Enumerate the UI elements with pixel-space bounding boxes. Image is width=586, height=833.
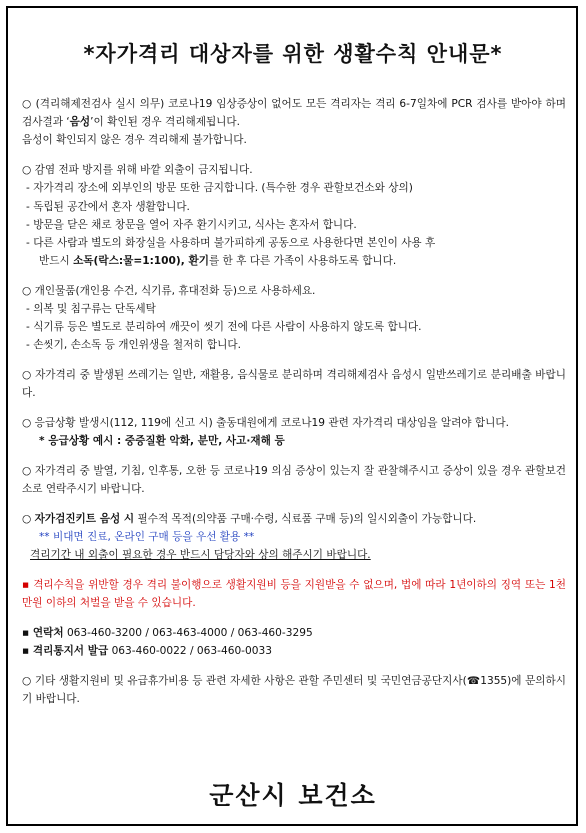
bullet-item: - 손씻기, 손소독 등 개인위생을 철저히 합니다. [26, 339, 241, 352]
text-part: ’이 확인된 경우 격리해제됩니다. [90, 116, 241, 129]
text-part: ○ (격리해제전검사 실시 의무) 코로나19 임상증상이 없어도 모든 격리자는 격리 6-7일차에 PCR 검사를 받아야 하며 검사결과 ‘ [22, 98, 566, 129]
section-no-outing [22, 161, 566, 270]
section-waste [22, 366, 566, 402]
section-personal-items [22, 282, 566, 355]
section-heading: ○ 응급상황 발생시(112, 119에 신고 시) 출동대원에게 코로나19 관련 자가격리 대상임을 알려야 합니다. [22, 417, 509, 430]
notice-title: *자가격리 대상자를 위한 생활수칙 안내문* [83, 42, 503, 66]
text-part: 필수적 목적(의약품 구매·수령, 식료품 구매 등)의 일시외출이 가능합니다. [134, 512, 477, 525]
bullet-item-continued [22, 252, 566, 270]
blue-note: ** 비대면 진료, 온라인 구매 등을 우선 활용 ** [39, 531, 255, 544]
section-other [22, 672, 566, 708]
section-emergency [22, 414, 566, 450]
bullet-item: - 독립된 공간에서 혼자 생활합니다. [26, 200, 190, 213]
contact-label: ▪ 격리통지서 발급 [22, 645, 109, 658]
bullet-item: - 방문을 닫은 채로 창문을 열어 자주 환기시키고, 식사는 혼자서 합니다. [26, 218, 357, 231]
section-release-test [22, 95, 566, 150]
bold-text: 음성 [69, 116, 91, 129]
contact-value: 063-460-3200 / 063-463-4000 / 063-460-3295 [63, 626, 313, 639]
contact-line [22, 624, 566, 642]
section-text: ○ 자가격리 중 발열, 기침, 인후통, 오한 등 코로나19 의심 증상이 있는지 잘 관찰해주시고 증상이 있을 경우 관할보건소로 연락주시기 바랍니다. [22, 464, 566, 496]
section-text: ○ 자가격리 중 발생된 쓰레기는 일반, 재활용, 음식물로 분리하며 격리해제검사 음성시 일반쓰레기로 분리배출 바랍니다. [22, 369, 566, 400]
section-symptoms [22, 462, 566, 498]
section-text [22, 95, 566, 131]
text-part: ○ [22, 512, 35, 525]
notice-content [22, 95, 566, 720]
contact-line [22, 642, 566, 660]
bold-text: 자가검진키트 음성 시 [34, 512, 135, 525]
contact-label: ▪ 연락처 [22, 626, 64, 639]
section-line: 음성이 확인되지 않은 경우 격리해제 불가합니다. [22, 134, 247, 147]
contact-value: 063-460-0022 / 063-460-0033 [108, 645, 272, 658]
section-heading [22, 510, 566, 528]
emergency-example: * 응급상황 예시 : 중증질환 악화, 분만, 사고·재해 등 [39, 435, 285, 448]
section-text: ○ 기타 생활지원비 및 유급휴가비용 등 관련 자세한 사항은 관할 주민센터 및 국민연금공단지사(☎1355)에 문의하시기 바랍니다. [22, 674, 566, 705]
bold-text: 소독(락스:물=1:100), 환기 [73, 255, 209, 268]
issuer-name: 군산시 보건소 [209, 781, 377, 810]
text-part: 반드시 [39, 255, 74, 268]
section-heading: ○ 개인물품(개인용 수건, 식기류, 휴대전화 등)으로 사용하세요. [22, 284, 316, 297]
text-part: 를 한 후 다른 가족이 사용하도록 합니다. [208, 255, 397, 268]
section-penalty [22, 576, 566, 612]
penalty-warning: ▪ 격리수칙을 위반할 경우 격리 불이행으로 생활지원비 등을 지원받을 수 없으며, 법에 따라 1년이하의 징역 또는 1천만원 이하의 처벌을 받을 수 있습니다. [22, 578, 566, 610]
bullet-item: - 자가격리 장소에 외부인의 방문 또한 금지합니다. (특수한 경우 관할보건소와 상의) [26, 182, 413, 195]
section-heading: ○ 감염 전파 방지를 위해 바깥 외출이 금지됩니다. [22, 164, 253, 177]
section-contacts [22, 624, 566, 660]
underline-note: 격리기간 내 외출이 필요한 경우 반드시 담당자와 상의 해주시기 바랍니다. [30, 549, 371, 562]
bullet-item: - 의복 및 침구류는 단독세탁 [26, 303, 156, 316]
bullet-item: - 식기류 등은 별도로 분리하여 깨끗이 씻기 전에 다른 사람이 사용하지 않도록 합니다. [26, 321, 422, 334]
section-self-test [22, 510, 566, 565]
bullet-item: - 다른 사람과 별도의 화장실을 사용하며 불가피하게 공동으로 사용한다면 본인이 사용 후 [26, 236, 436, 249]
